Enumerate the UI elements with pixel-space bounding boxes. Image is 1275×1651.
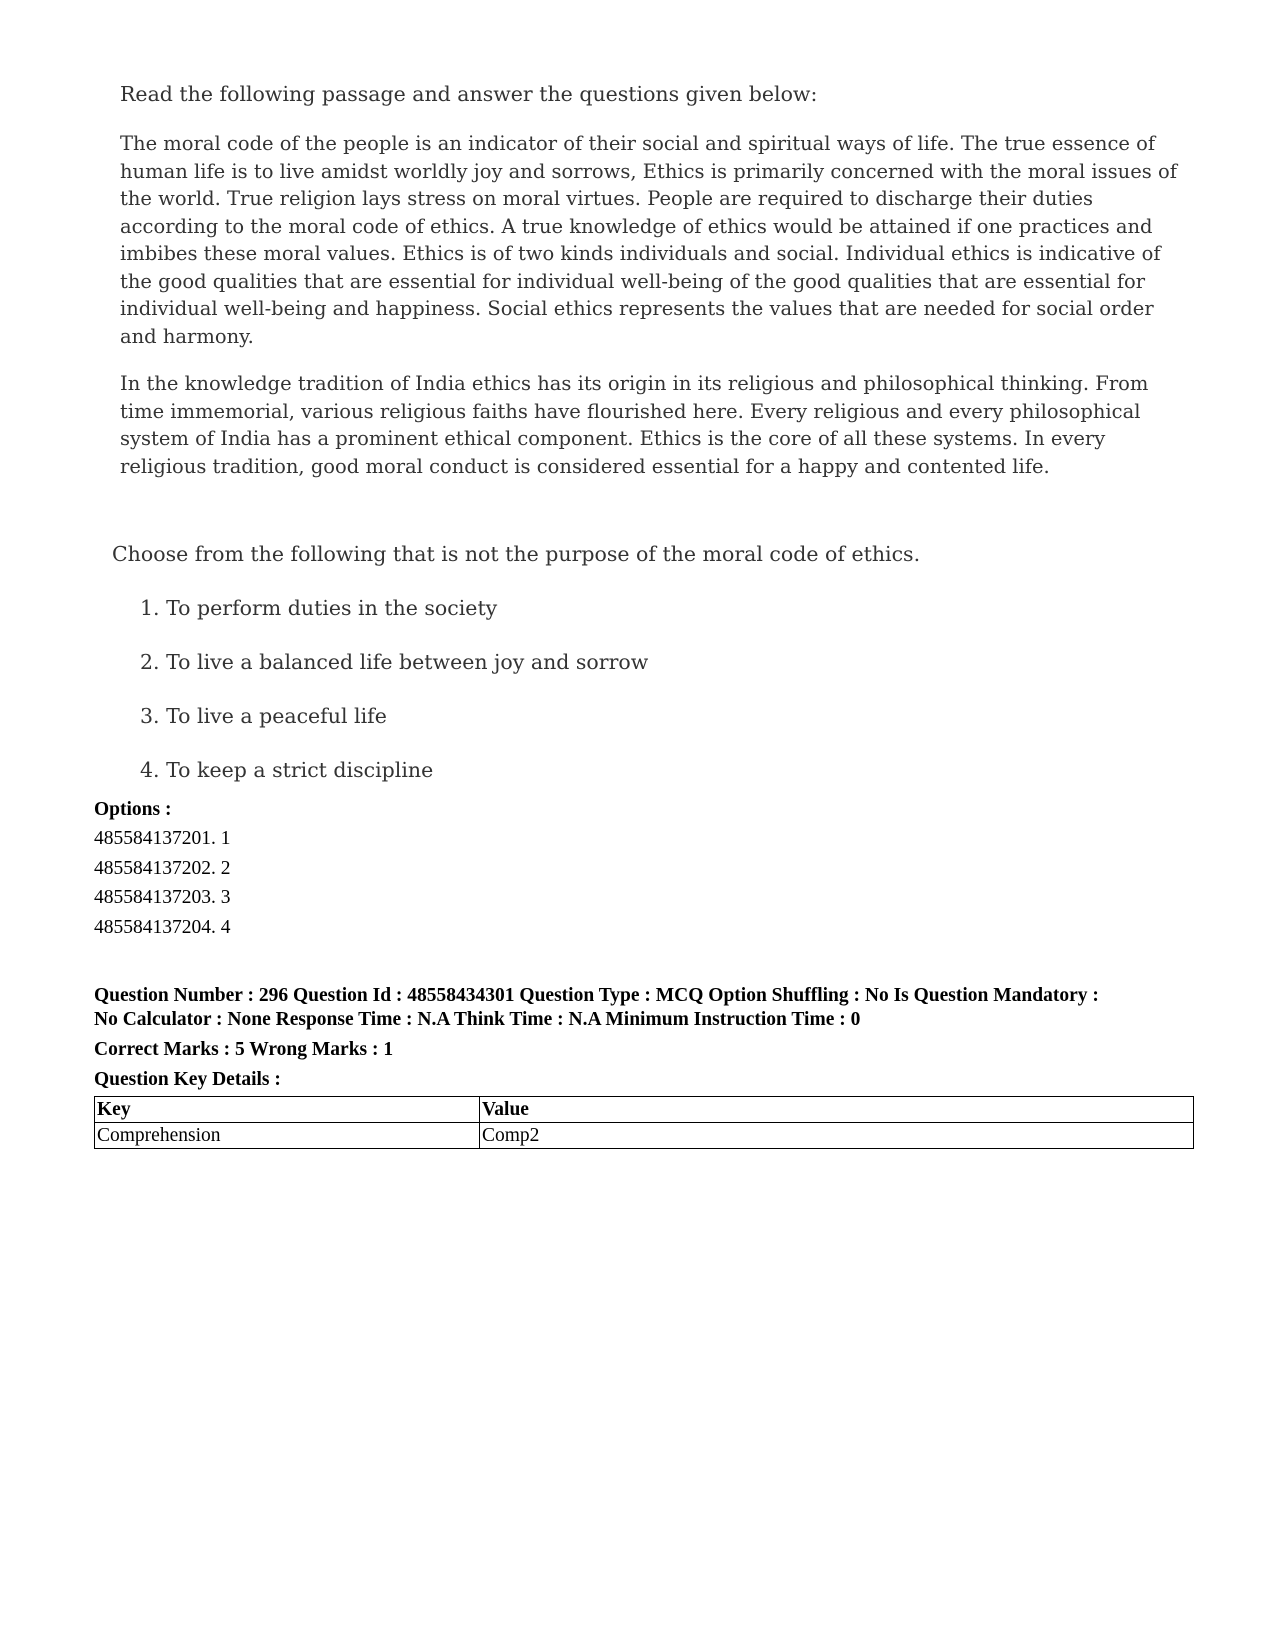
- question-meta: [94, 796, 1194, 1149]
- question-info-line: No Calculator : None Response Time : N.A Think Time : N.A Minimum Instruction Time : 0: [94, 1009, 861, 1030]
- choice-item: 4. To keep a strict discipline: [140, 758, 434, 782]
- key-details-heading: Question Key Details :: [94, 1069, 281, 1090]
- choice-item: 1. To perform duties in the society: [140, 596, 498, 620]
- question-info: [94, 984, 1194, 1032]
- key-details-table: [94, 1096, 1194, 1149]
- option-item: 485584137203. 3: [94, 887, 231, 908]
- question-info-line: Question Number : 296 Question Id : 48558434301 Question Type : MCQ Option Shuffling : No Is Question Mandatory :: [94, 985, 1099, 1006]
- marks-line: Correct Marks : 5 Wrong Marks : 1: [94, 1039, 394, 1060]
- table-header-value: Value: [480, 1097, 1194, 1123]
- choice-item: 3. To live a peaceful life: [140, 704, 387, 728]
- question-text: Choose from the following that is not the purpose of the moral code of ethics.: [112, 542, 921, 566]
- passage-paragraph: In the knowledge tradition of India ethics has its origin in its religious and philosophical thinking. From time immemorial, various religious faiths have flourished here. Every religious and every philosophical system of India has a prominent ethical component. Ethics is the core of all these systems. In every religious tradition, good moral conduct is considered essential for a happy and contented life.: [120, 372, 1149, 478]
- table-cell-value: Comp2: [480, 1123, 1194, 1149]
- table-header-key: Key: [95, 1097, 480, 1123]
- option-item: 485584137204. 4: [94, 916, 231, 938]
- options-heading: Options :: [94, 799, 172, 820]
- option-item: 485584137202. 2: [94, 857, 231, 879]
- choice-list: [112, 594, 1192, 784]
- choice-item: 2. To live a balanced life between joy and sorrow: [140, 650, 649, 674]
- option-item: 485584137201. 1: [94, 828, 231, 849]
- passage-intro: Read the following passage and answer the questions given below:: [120, 82, 818, 106]
- passage-paragraph: The moral code of the people is an indicator of their social and spiritual ways of life. The true essence of human life is to live amidst worldly joy and sorrows, Ethics is primarily concerned with the moral issues of the world. True religion lays stress on moral virtues. People are required to discharge their duties according to the moral code of ethics. A true knowledge of ethics would be attained if one practices and imbibes these moral values. Ethics is of two kinds individuals and social. Individual ethics is indicative of the good qualities that are essential for individual well-being of the good qualities that are essential for individual well-being and happiness. Social ethics represents the values that are needed for social order and harmony.: [120, 132, 1177, 348]
- question-image: [112, 80, 1192, 810]
- table-header-row: [95, 1097, 1194, 1123]
- table-cell-key: Comprehension: [95, 1123, 480, 1149]
- table-row: [95, 1123, 1194, 1149]
